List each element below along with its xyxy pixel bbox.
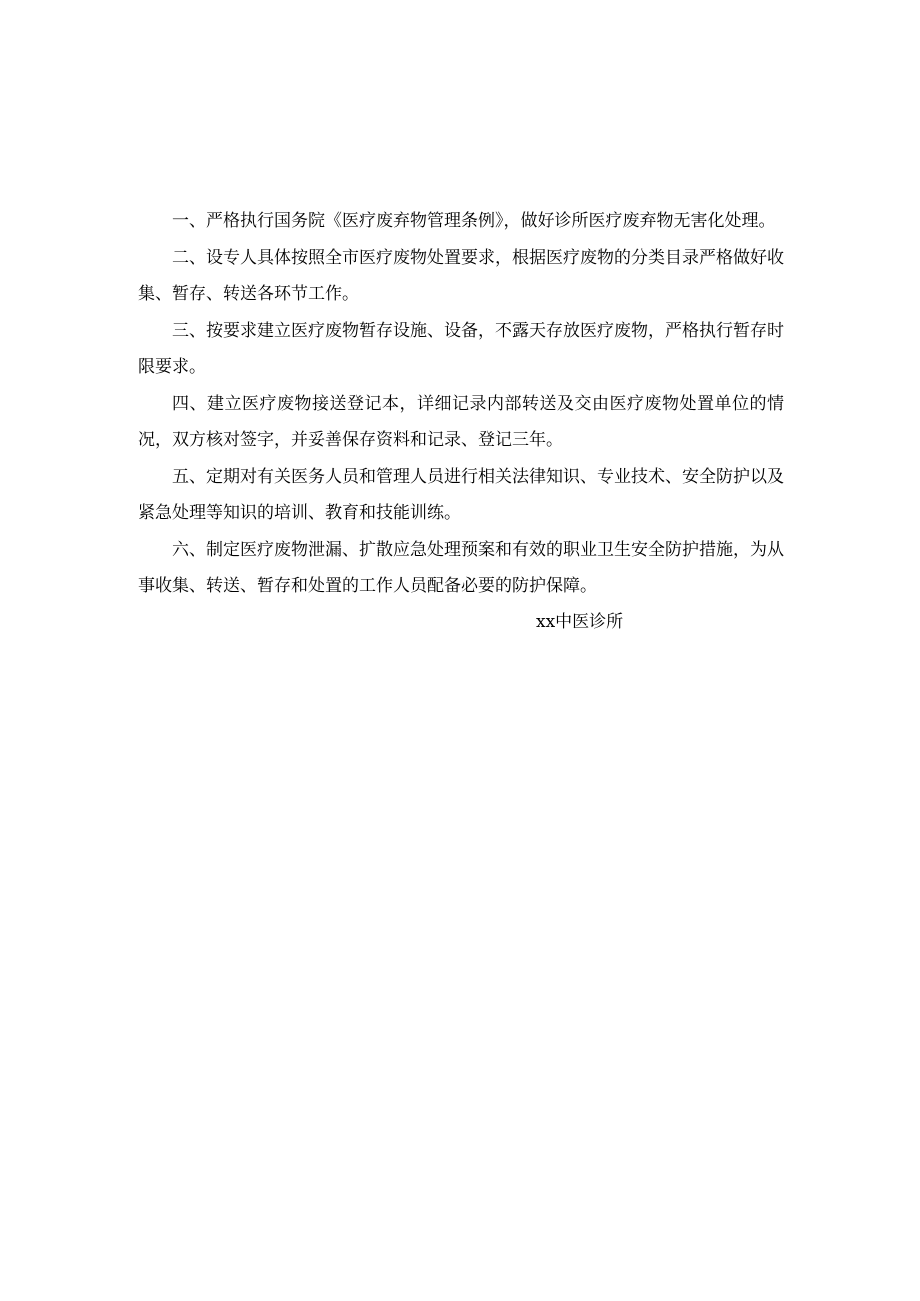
paragraph-3: 三、按要求建立医疗废物暂存设施、设备，不露天存放医疗废物，严格执行暂存时限要求。 [138,320,784,377]
paragraph-4: 四、建立医疗废物接送登记本，详细记录内部转送及交由医疗废物处置单位的情况，双方核对签字，并妥善保存资料和记录、登记三年。 [138,393,784,450]
paragraph-6: 六、制定医疗废物泄漏、扩散应急处理预案和有效的职业卫生安全防护措施，为从事收集、转送、暂存和处置的工作人员配备必要的防护保障。 [138,539,784,596]
paragraph-2: 二、设专人具体按照全市医疗废物处置要求，根据医疗废物的分类目录严格做好收集、暂存、转送各环节工作。 [138,247,784,304]
paragraph-5: 五、定期对有关医务人员和管理人员进行相关法律知识、专业技术、安全防护以及紧急处理等知识的培训、教育和技能训练。 [138,466,784,523]
paragraph-1: 一、严格执行国务院《医疗废弃物管理条例》，做好诊所医疗废弃物无害化处理。 [172,211,776,231]
document-body [138,203,784,605]
signature: xx中医诊所 [536,612,624,632]
